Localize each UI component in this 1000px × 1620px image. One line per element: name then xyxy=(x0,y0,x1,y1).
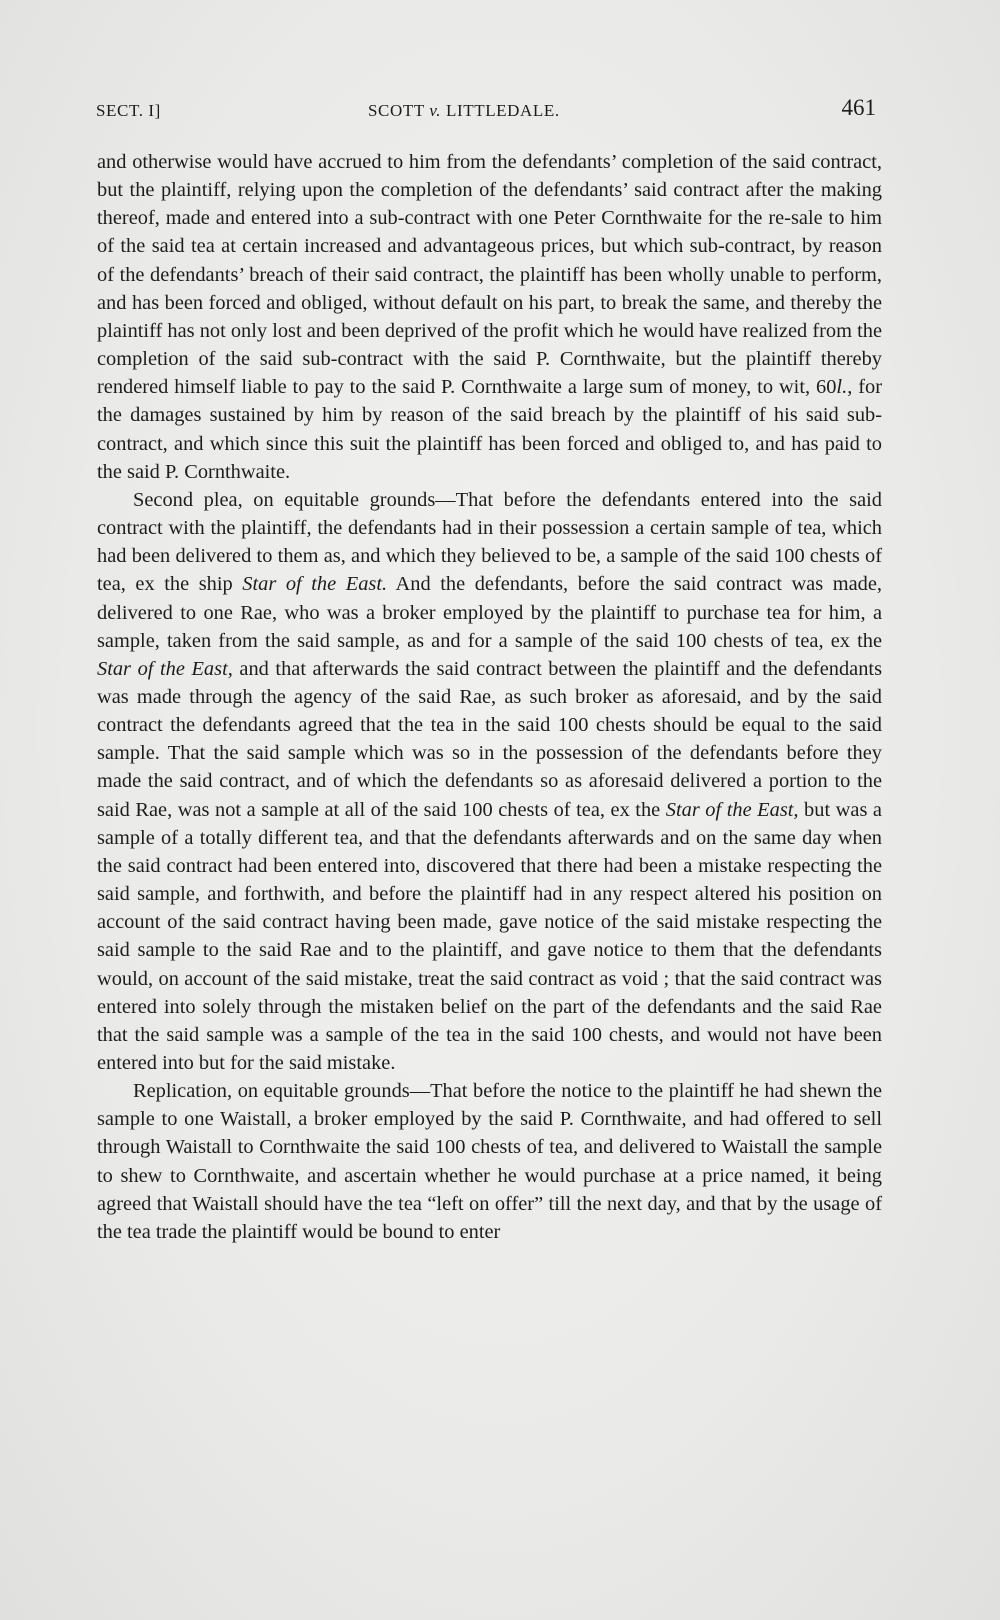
case-title-plaintiff: SCOTT xyxy=(368,101,430,120)
case-title xyxy=(368,101,560,121)
section-label: SECT. I] xyxy=(96,101,161,120)
second-plea-text-d: but was a sample of a totally different tea, and that the defendants afterwards and on the same day when the said contract had been entered into, discovered that there had been a mistake respecting the said sample, and forthwith, and before the plaintiff had in any respect altered his position on account of the said contract having been made, gave notice of the said mistake respecting the said sample to the said Rae and to the plaintiff, and gave notice to them that the defendants would, on account of the said mistake, treat the said contract as void ; that the said contract was entered into solely through the mistaken belief on the part of the defendants and the said Rae that the said sample was a sample of the tea in the said 100 chests, and would not have been entered into but for the said mistake. xyxy=(97,798,882,1074)
paragraph-second-plea xyxy=(97,486,882,1077)
second-plea-text-a: Second plea, on equitable grounds—That before the defendants entered into the said contract with the plaintiff, the defendants had in their possession a certain sample of tea, which had been delivered to them as, and which they believed to be, a sample of the said 100 chests of tea, ex the ship xyxy=(97,488,882,596)
paragraph-damages xyxy=(97,148,882,486)
ship-name-3: Star of the East, xyxy=(665,798,799,821)
ship-name-2: Star of the East, xyxy=(97,657,233,680)
paragraph-replication: Replication, on equitable grounds—That before the notice to the plaintiff he had shewn the sample to one Waistall, a broker employed by the said P. Cornthwaite, and had offered to sell through Waistall to Cornthwaite the said 100 chests of tea, and delivered to Waistall the sample to shew to Cornthwaite, and ascertain whether he would purchase at a price named, it being agreed that Waistall should have the tea “left on offer” till the next day, and that by the usage of the tea trade the plaintiff would be bound to enter xyxy=(97,1080,882,1243)
paragraph-damages-text-end: , for the damages sustained by him by reason of the said breach by the plaintiff of his said sub-contract, and which since this suit the plaintiff has been forced and obliged to, and has paid to the said P. Cornthwaite. xyxy=(97,376,882,483)
second-plea-text-b: And the defendants, before the said contract was made, delivered to one Rae, who was a broker employed by the plaintiff to purchase tea for him, a sample, taken from the said sample, as and for a sample of the said 100 chests of tea, ex the xyxy=(97,573,882,652)
page-number: 461 xyxy=(841,95,876,120)
case-title-defendant: LITTLEDALE. xyxy=(441,101,560,120)
running-head xyxy=(96,97,876,123)
case-title-versus: v. xyxy=(429,101,442,120)
pounds-abbreviation: l. xyxy=(836,376,848,399)
ship-name-1: Star of the East. xyxy=(242,573,388,596)
paragraph-damages-text: and otherwise would have accrued to him from the defendants’ completion of the said contract, but the plaintiff, relying upon the completion of the defendants’ said contract after the making thereof, made and entered into a sub-contract with one Peter Cornthwaite for the re-sale to him of the said tea at certain increased and advantageous prices, but which sub-contract, by reason of the defendants’ breach of their said contract, the plaintiff has been wholly unable to perform, and has been forced and obliged, without default on his part, to break the same, and thereby the plaintiff has not only lost and been deprived of the profit which he would have realized from the completion of the said sub-contract with the said P. Cornthwaite, but the plaintiff thereby rendered himself liable to pay to the said P. Cornthwaite a large sum of money, to wit, 60 xyxy=(97,151,882,399)
body-text xyxy=(97,148,882,1246)
second-plea-text-c: and that afterwards the said contract between the plaintiff and the defendants was made through the agency of the said Rae, as such broker as aforesaid, and by the said contract the defendants agreed that the tea in the said 100 chests should be equal to the said sample. That the said sample which was so in the possession of the defendants before they made the said contract, and of which the defendants so as aforesaid delivered a portion to the said Rae, was not a sample at all of the said 100 chests of tea, ex the xyxy=(97,657,882,821)
